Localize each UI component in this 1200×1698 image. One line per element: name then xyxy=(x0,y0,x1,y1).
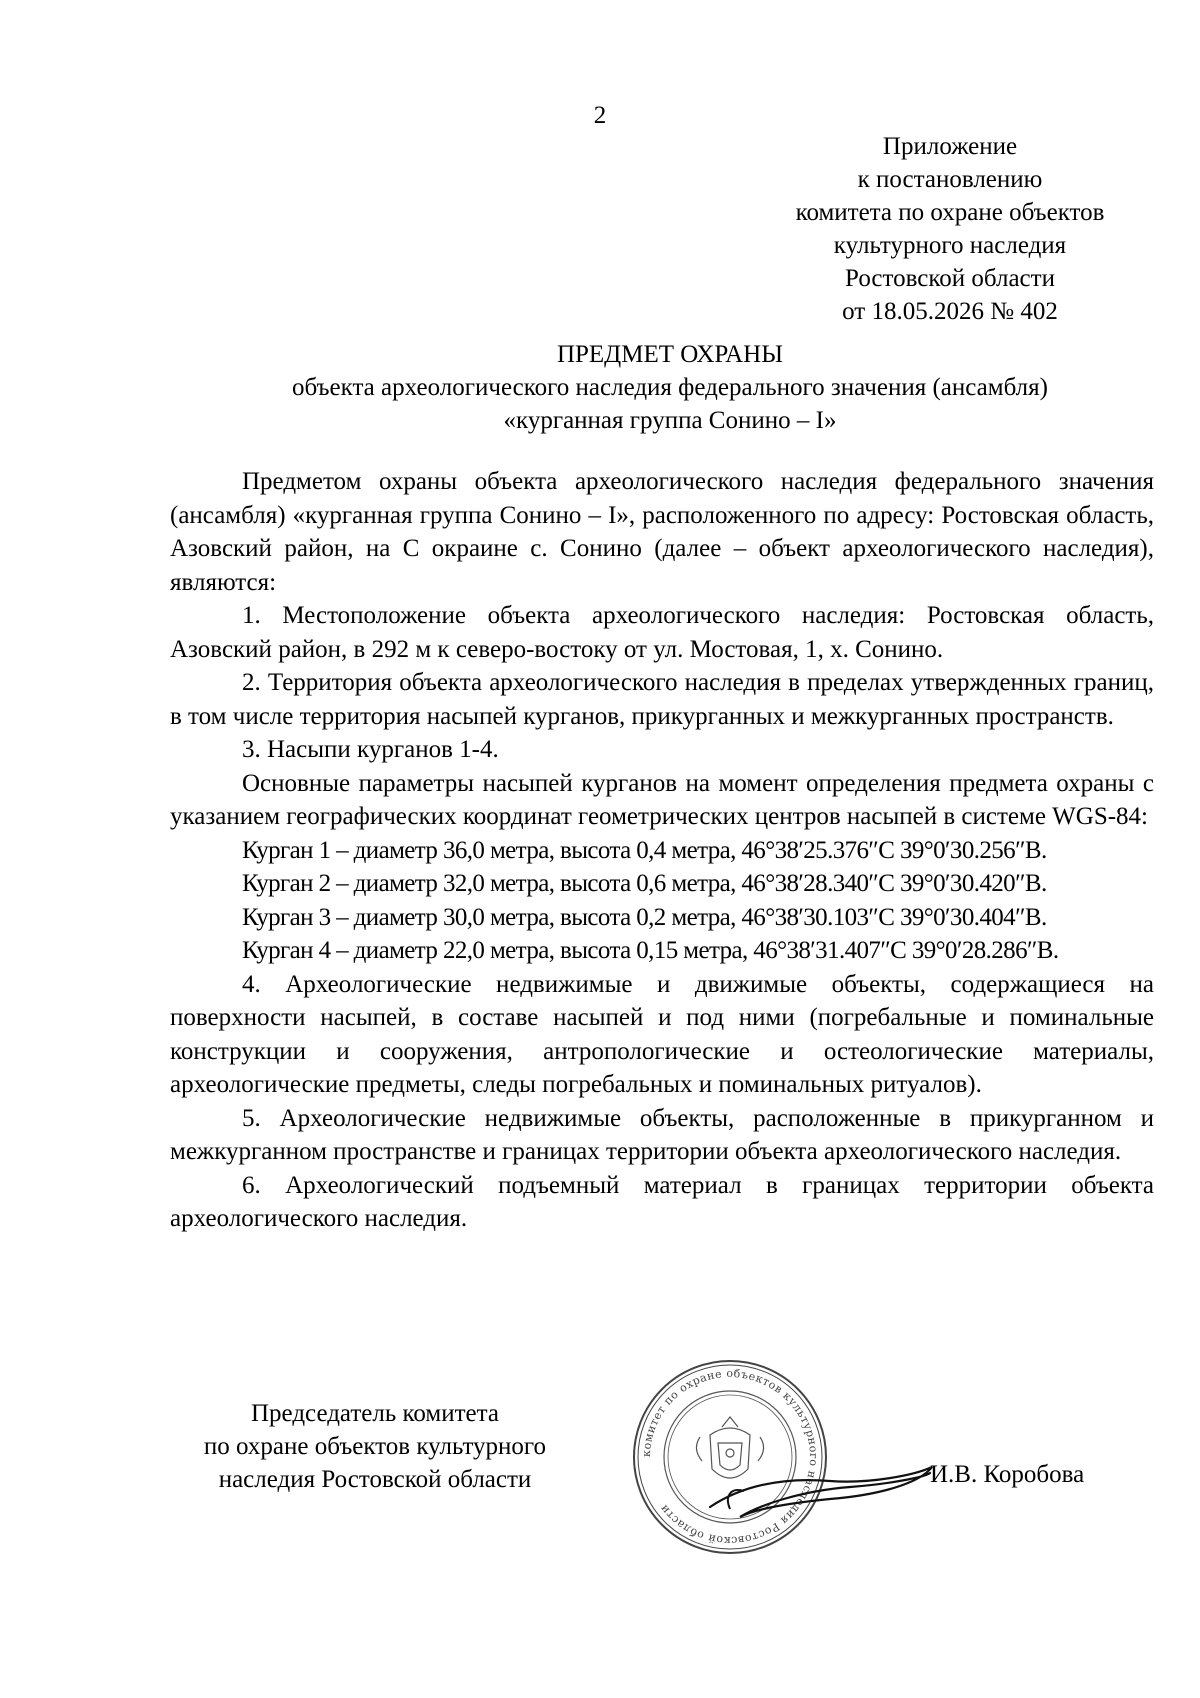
signature-block xyxy=(0,1366,1200,1657)
seal-text: комитет по охране объектов культурного наследия Ростовской области xyxy=(639,1366,821,1548)
item-3-paragraph: 3. Насыпи курганов 1-4. xyxy=(242,736,499,763)
mound-line: Курган 3 – диаметр 30,0 метра, высота 0,2 метра, 46°38′30.103″С 39°0′30.404″В. xyxy=(242,903,1047,931)
item-4-paragraph: 4. Археологические недвижимые и движимые объекты, содержащиеся на поверхности насыпей, в составе насыпей и под ними (погребальные и поминальные конструкции и сооружения, антропологические и остеологические материалы, археологические предметы, следы погребальных и поминальных ритуалов). xyxy=(170,970,1154,1098)
appendix-line: к постановлению xyxy=(857,166,1043,193)
appendix-line: Приложение xyxy=(882,133,1018,160)
title-heading: ПРЕДМЕТ ОХРАНЫ xyxy=(556,341,784,368)
handwritten-signature xyxy=(700,1447,940,1537)
title-subtitle: «курганная группа Сонино – I» xyxy=(503,407,837,434)
appendix-line: комитета по охране объектов xyxy=(795,199,1105,226)
signer-title-line: по охране объектов культурного xyxy=(203,1433,547,1460)
intro-paragraph: Предметом охраны объекта археологического наследия федерального значения (ансамбля) «курганная группа Сонино – I», расположенного по адресу: Ростовская область, Азовский район, на С окраине с. Сонино (далее – объект археологического наследия), являются: xyxy=(170,468,1154,596)
mound-line: Курган 2 – диаметр 32,0 метра, высота 0,6 метра, 46°38′28.340″С 39°0′30.420″В. xyxy=(242,870,1047,897)
params-intro-paragraph: Основные параметры насыпей курганов на момент определения предмета охраны с указанием географических координат геометрических центров насыпей в системе WGS-84: xyxy=(170,769,1154,830)
document-body xyxy=(170,465,1154,1236)
item-1-paragraph: 1. Местоположение объекта археологического наследия: Ростовская область, Азовский район, в 292 м к северо-востоку от ул. Мостовая, 1, х. Сонино. xyxy=(170,602,1154,663)
item-5-paragraph: 5. Археологические недвижимые объекты, расположенные в прикурганном и межкурганном пространстве и границах территории объекта археологического наследия. xyxy=(170,1104,1154,1165)
title-subtitle: объекта археологического наследия федерального значения (ансамбля) xyxy=(292,374,1048,401)
item-2-paragraph: 2. Территория объекта археологического наследия в пределах утвержденных границ, в том числе территория насыпей курганов, прикурганных и межкурганных пространств. xyxy=(170,669,1154,730)
appendix-line: культурного наследия xyxy=(833,232,1067,259)
signer-title xyxy=(175,1397,575,1496)
signer-title-line: наследия Ростовской области xyxy=(218,1466,532,1493)
mound-line: Курган 1 – диаметр 36,0 метра, высота 0,4 метра, 46°38′25.376″С 39°0′30.256″В. xyxy=(242,836,1047,864)
appendix-line: от 18.05.2026 № 402 xyxy=(842,298,1058,325)
document-title xyxy=(170,338,1170,437)
appendix-header xyxy=(740,130,1160,328)
appendix-line: Ростовской области xyxy=(845,265,1055,292)
page-number: 2 xyxy=(593,102,607,129)
signer-title-line: Председатель комитета xyxy=(251,1400,499,1427)
item-6-paragraph: 6. Археологический подъемный материал в границах территории объекта археологического наследия. xyxy=(170,1171,1154,1232)
mound-line: Курган 4 – диаметр 22,0 метра, высота 0,15 метра, 46°38′31.407″С 39°0′28.286″В. xyxy=(242,937,1059,964)
signer-name: И.В. Коробова xyxy=(930,1461,1085,1488)
